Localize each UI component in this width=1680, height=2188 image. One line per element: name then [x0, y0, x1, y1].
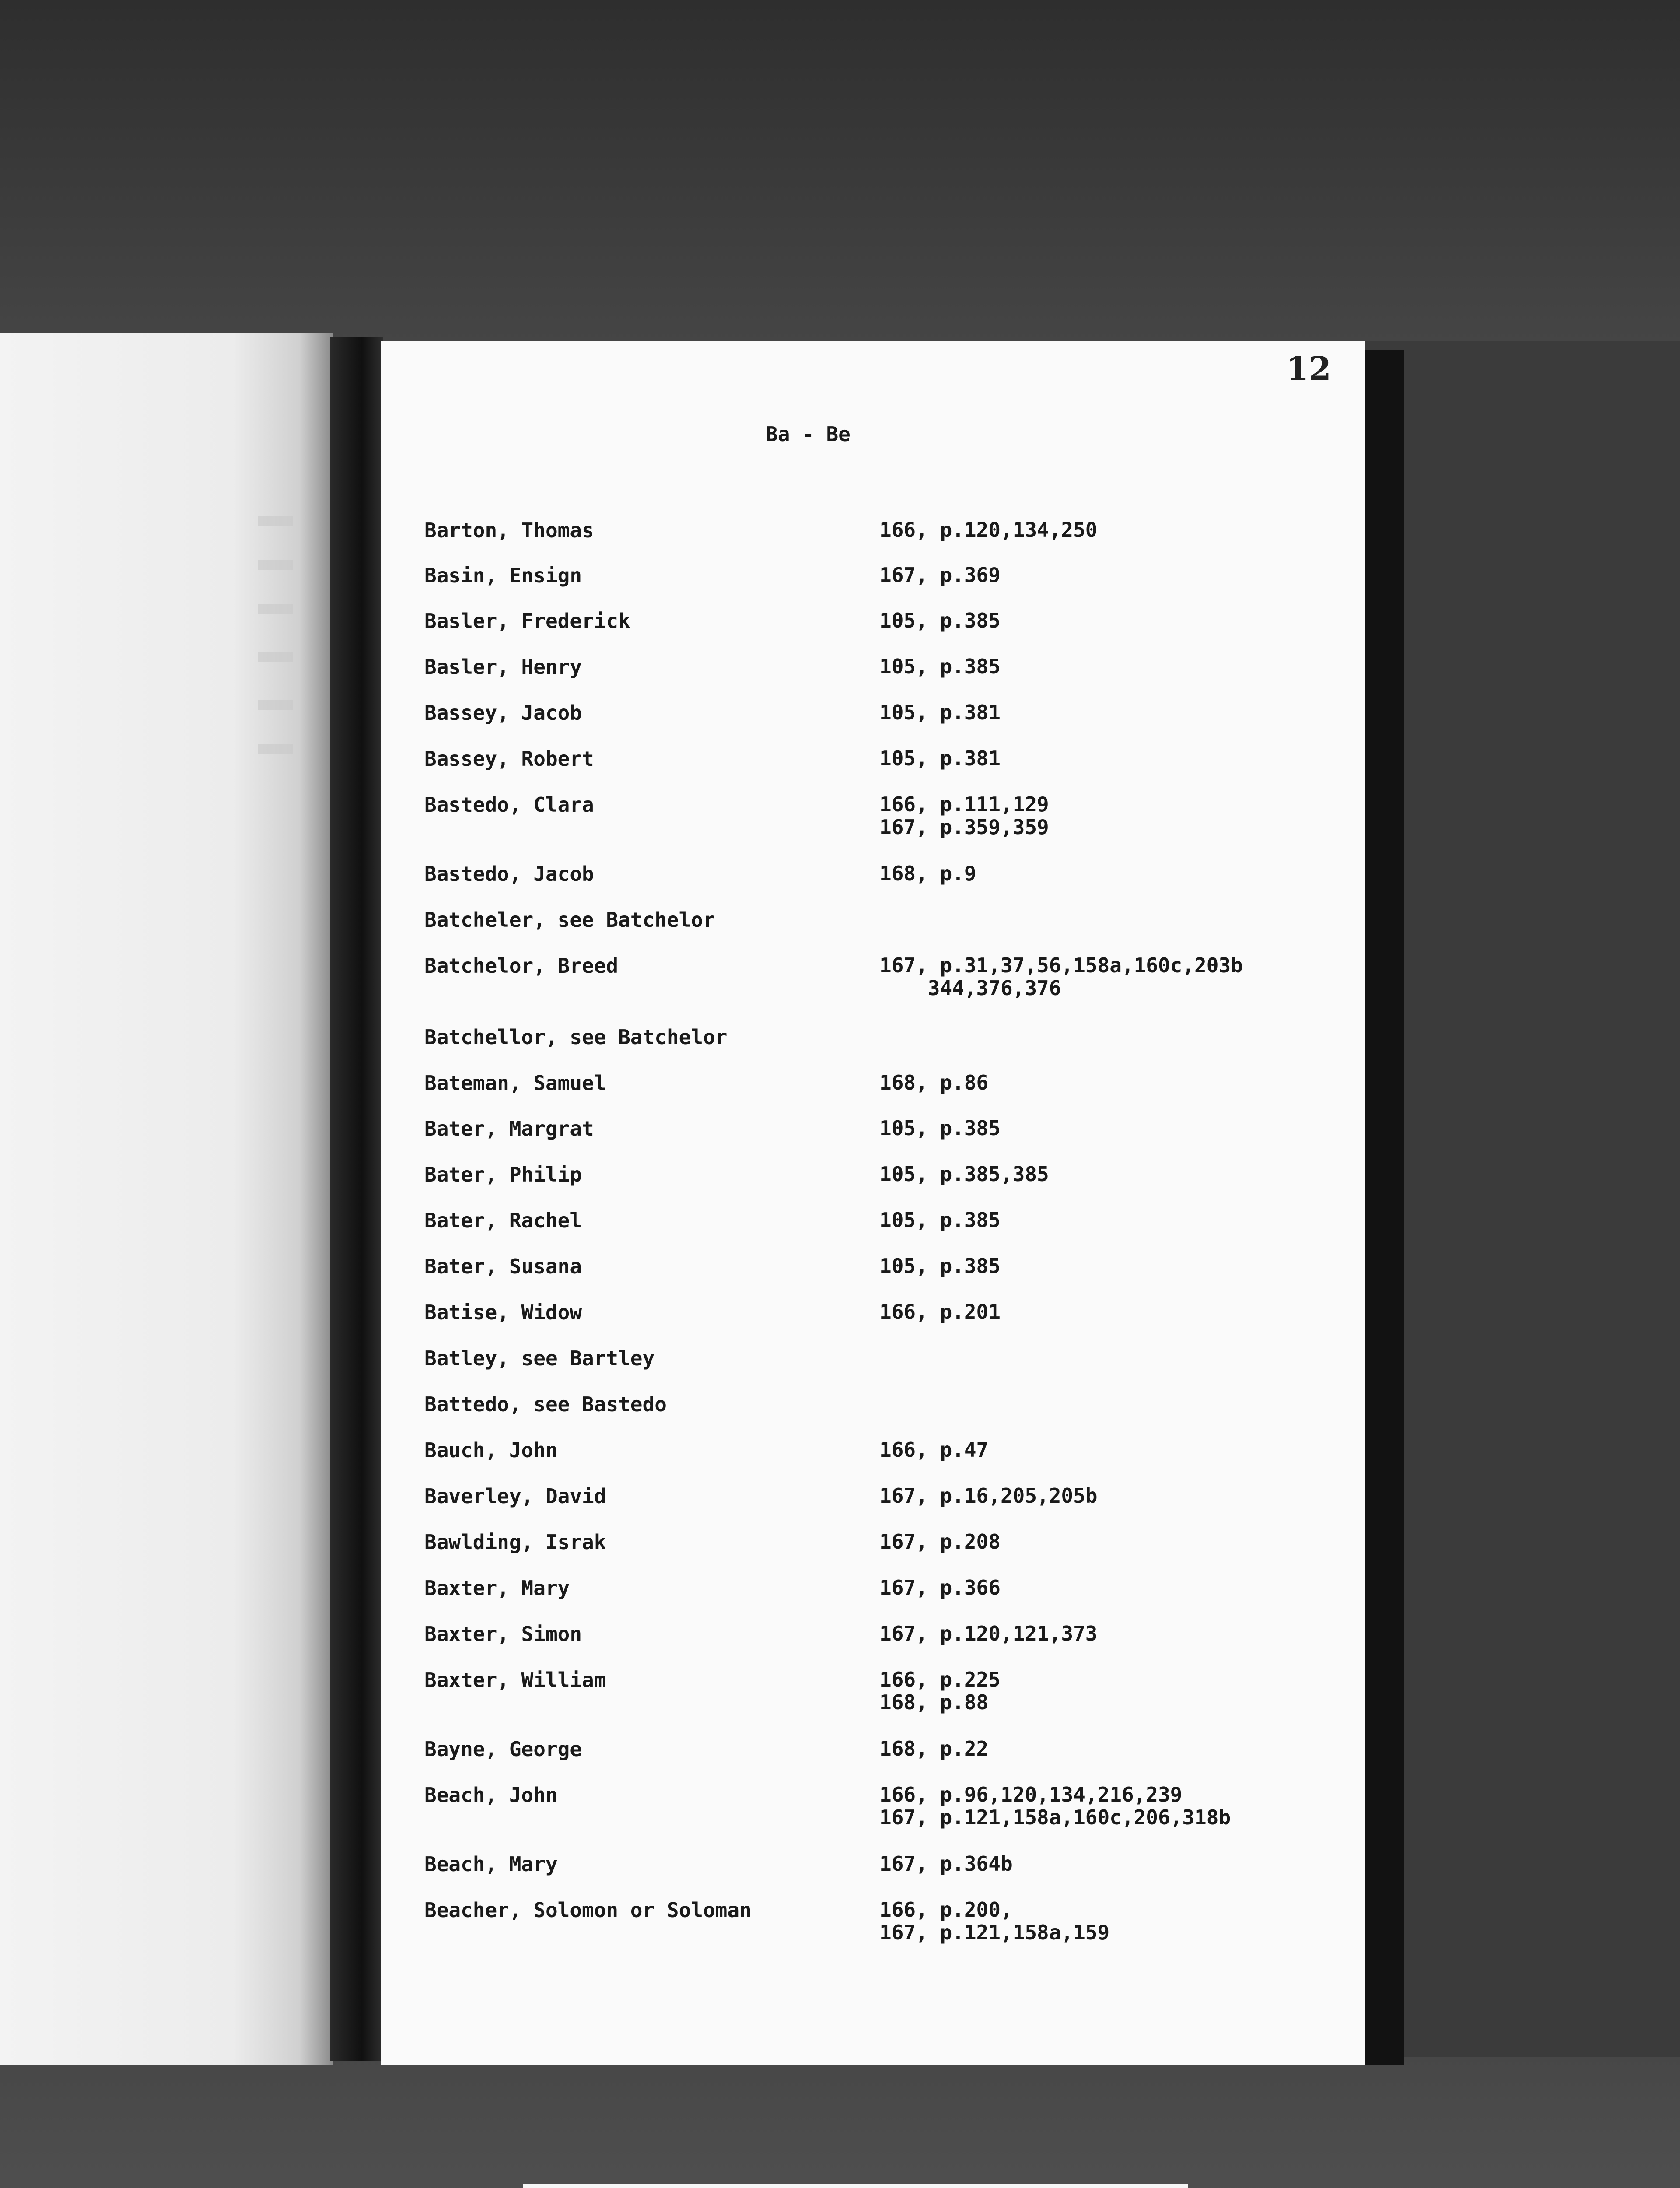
page-shadow: [1365, 350, 1404, 2065]
dark-background-bottom: [0, 2057, 1680, 2188]
caption-label: [523, 2184, 1188, 2188]
entry-reference-line: 167, p.120,121,373: [879, 1622, 1098, 1645]
entry-reference-line: 167, p.208: [879, 1530, 1001, 1553]
entry-reference-line: 105, p.385: [879, 1208, 1001, 1232]
entry-name: Beacher, Solomon or Soloman: [424, 1898, 752, 1922]
entry-name: Bassey, Robert: [424, 747, 594, 771]
entry-references: [879, 1852, 1013, 1875]
entry-reference-line: 105, p.385,385: [879, 1162, 1049, 1186]
entry-name: Barton, Thomas: [424, 519, 594, 542]
entry-reference-line: 167, p.364b: [879, 1852, 1013, 1876]
entry-name: Batise, Widow: [424, 1301, 582, 1324]
entry-references: [879, 1209, 1001, 1231]
entry-references: [879, 1576, 1001, 1599]
entry-reference-line: 105, p.381: [879, 701, 1001, 724]
entry-reference-line: 168, p.86: [879, 1071, 989, 1094]
entry-reference-line: 166, p.120,134,250: [879, 518, 1098, 542]
entry-name: Baverley, David: [424, 1484, 606, 1508]
entry-references: [879, 862, 976, 885]
entry-reference-line: 105, p.385: [879, 609, 1001, 632]
entry-references: [879, 1898, 1110, 1944]
entry-references: [879, 564, 1001, 586]
entry-name: Basler, Henry: [424, 655, 582, 679]
entry-name: Bater, Margrat: [424, 1117, 594, 1140]
entry-reference-line: 167, p.121,158a,160c,206,318b: [879, 1806, 1231, 1829]
entry-reference-line: 168, p.9: [879, 862, 976, 885]
section-header: Ba - Be: [766, 422, 850, 446]
entry-reference-line: 166, p.200,: [879, 1898, 1013, 1922]
entry-name: Bastedo, Clara: [424, 793, 594, 817]
entry-reference-line: 168, p.88: [879, 1690, 989, 1714]
entry-references: [879, 1622, 1098, 1645]
entry-reference-line: 105, p.385: [879, 655, 1001, 678]
entry-references: [879, 519, 1098, 541]
entry-name: Bauch, John: [424, 1438, 558, 1462]
dark-background-top: [0, 0, 1680, 341]
entry-name: Basler, Frederick: [424, 609, 630, 633]
entry-references: [879, 1737, 988, 1760]
entry-reference-line: 105, p.385: [879, 1254, 1001, 1278]
entry-name: Bayne, George: [424, 1737, 582, 1761]
entry-references: [879, 1117, 1001, 1140]
entry-name: Batley, see Bartley: [424, 1346, 655, 1370]
page-number: 12: [1286, 350, 1331, 388]
entry-reference-line: 166, p.225: [879, 1668, 1001, 1691]
entry-name: Bawlding, Israk: [424, 1530, 606, 1554]
entry-name: Battedo, see Bastedo: [424, 1392, 667, 1416]
entry-name: Bater, Rachel: [424, 1209, 582, 1232]
entry-references: [879, 954, 1243, 999]
entry-reference-line: 167, p.31,37,56,158a,160c,203b: [879, 954, 1243, 977]
entry-references: [879, 701, 1001, 724]
entry-reference-line: 105, p.385: [879, 1116, 1001, 1140]
entry-reference-line: 167, p.366: [879, 1576, 1001, 1599]
entry-reference-line: 166, p.47: [879, 1438, 989, 1462]
entry-reference-line: 166, p.96,120,134,216,239: [879, 1783, 1183, 1806]
bleed-through-mark: [258, 604, 293, 614]
entry-reference-line: 167, p.121,158a,159: [879, 1921, 1110, 1944]
entry-name: Bateman, Samuel: [424, 1071, 606, 1095]
entry-references: [879, 1438, 988, 1461]
entry-name: Bater, Susana: [424, 1255, 582, 1278]
entry-name: Baxter, Simon: [424, 1622, 582, 1646]
entry-reference-line: 167, p.359,359: [879, 815, 1049, 839]
bleed-through-mark: [258, 700, 293, 710]
bleed-through-mark: [258, 652, 293, 662]
entry-name: Baxter, William: [424, 1668, 606, 1692]
entry-name: Batchelor, Breed: [424, 954, 619, 978]
book-gutter: [330, 337, 383, 2061]
entry-references: [879, 1255, 1001, 1277]
index-page: [381, 341, 1365, 2065]
bleed-through-mark: [258, 516, 293, 526]
entry-references: [879, 1071, 988, 1094]
entry-references: [879, 1668, 1001, 1714]
entry-name: Batcheler, see Batchelor: [424, 908, 715, 932]
entry-reference-line: 167, p.16,205,205b: [879, 1484, 1098, 1508]
entry-references: [879, 1530, 1001, 1553]
entry-name: Baxter, Mary: [424, 1576, 570, 1600]
left-page-edge: [0, 333, 332, 2065]
entry-references: [879, 1484, 1098, 1507]
entry-name: Bastedo, Jacob: [424, 862, 594, 886]
entry-reference-line: 167, p.369: [879, 563, 1001, 587]
entry-name: Basin, Ensign: [424, 564, 582, 587]
entry-references: [879, 1301, 1001, 1323]
entry-name: Beach, John: [424, 1783, 558, 1807]
entry-references: [879, 1163, 1049, 1185]
entry-reference-line: 166, p.201: [879, 1300, 1001, 1324]
entry-references: [879, 747, 1001, 770]
entry-name: Bassey, Jacob: [424, 701, 582, 725]
entry-reference-line: 166, p.111,129: [879, 792, 1049, 816]
entry-reference-line: 168, p.22: [879, 1737, 989, 1760]
entry-name: Bater, Philip: [424, 1163, 582, 1186]
entry-references: [879, 609, 1001, 632]
entry-references: [879, 655, 1001, 678]
entry-name: Beach, Mary: [424, 1852, 558, 1876]
index-entries: [381, 341, 1365, 2065]
bleed-through-mark: [258, 744, 293, 754]
entry-name: Batchellor, see Batchelor: [424, 1025, 728, 1049]
bleed-through-mark: [258, 560, 293, 570]
entry-references: [879, 1783, 1231, 1829]
entry-references: [879, 793, 1049, 838]
entry-reference-line: 344,376,376: [879, 976, 1061, 1000]
entry-reference-line: 105, p.381: [879, 747, 1001, 770]
